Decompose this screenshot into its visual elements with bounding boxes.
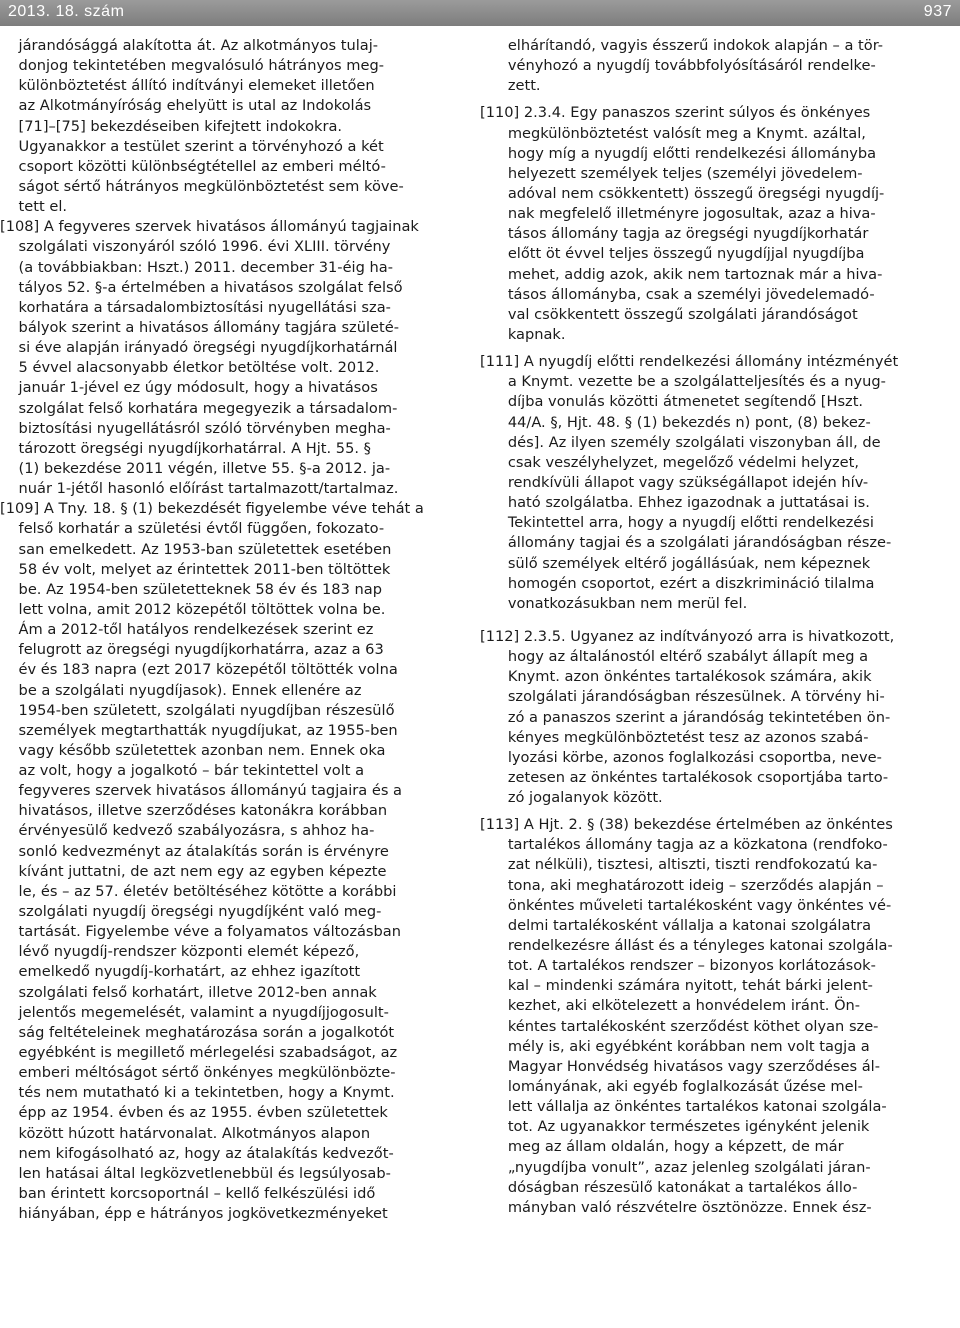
text-line: nak megfelelő illetményre jogosultak, azaz a hiva- [480, 205, 876, 223]
text-line: 1954-ben született, szolgálati nyugdíjban részesülő [0, 701, 395, 719]
text-line: szolgálat felső korhatára megegyezik a társadalom- [0, 399, 398, 417]
text-line: ság feltételeinek meghatározása során a jogalkotót [0, 1023, 395, 1041]
text-line: járandósággá alakította át. Az alkotmányos tulaj- [0, 37, 379, 54]
text-line: delmi tartalékosként vállalja a katonai szolgálatra [480, 916, 872, 934]
text-line: állomány tagjai és a szolgálati járandóságban része- [480, 534, 892, 552]
text-line: felugrott az öregségi nyugdíjkorhatárra, azaz a 63 [0, 641, 384, 659]
paragraph [480, 103, 960, 345]
text-line: [110] 2.3.4. Egy panaszos szerint súlyos és önkényes [480, 104, 871, 122]
text-line: szolgálati viszonyáról szóló 1996. évi XLIII. törvény [0, 238, 391, 256]
text-line: zetesen az önkéntes tartalékosok csoportjába tarto- [480, 768, 889, 786]
text-line: szolgálati járandóságban részesülnek. A törvény hi- [480, 688, 885, 706]
paragraph [480, 36, 960, 96]
page-number: 937 [923, 3, 952, 20]
text-line: önkéntes műveleti tartalékosként vagy önkéntes vé- [480, 896, 892, 914]
text-line: lett vállalja az önkéntes tartalékos katonai szolgála- [480, 1098, 887, 1116]
text-line: Magyar Honvédség hivatásos vagy szerződéses ál- [480, 1057, 880, 1075]
text-line: 5 évvel alacsonyabb életkor betöltése volt. 2012. [0, 359, 380, 377]
text-line: díjba vonulás közötti átmenetet segítendő [Hszt. [480, 393, 864, 411]
text-line: donjog tekintetében megvalósuló hátrányos meg- [0, 57, 385, 75]
text-line: kívánt juttatni, de azt nem egy az egyben képezte [0, 862, 387, 880]
text-line: tartását. Figyelembe véve a folyamatos változásban [0, 923, 401, 941]
text-line: Ugyanakkor a testület szerint a törvényhozó a két [0, 137, 384, 155]
text-line: [108] A fegyveres szervek hivatásos állományú tagjainak [0, 218, 419, 236]
text-line: Knymt. azon önkéntes tartalékosok számára, akik [480, 668, 872, 686]
text-line: Ám a 2012-től hatályos rendelkezések szerint ez [0, 621, 374, 639]
text-line: ható szolgálatba. Ehhez igazodnak a juttatásai is. [480, 494, 870, 512]
text-line: kapnak. [480, 325, 566, 343]
text-line: jelentős megemelését, valamint a nyugdíjjogosult- [0, 1003, 389, 1021]
paragraph [0, 36, 478, 217]
text-line: kezhet, aki elkötelezett a honvédelem iránt. Ön- [480, 997, 861, 1015]
text-line: lévő nyugdíj-rendszer központi elemét képező, [0, 943, 360, 961]
issue-label: 2013. 18. szám [8, 3, 125, 20]
text-line: az volt, hogy a jogalkotó – bár tekintettel volt a [0, 762, 365, 780]
text-line: kényes megkülönböztetést tesz az azonos szabá- [480, 728, 869, 746]
text-line: tásos állományba, csak a személyi jövedelemadó- [480, 285, 875, 303]
text-line: (1) bekezdése 2011 végén, illetve 55. §-a 2012. ja- [0, 459, 391, 477]
text-line: nuár 1-jétől hasonló előírást tartalmazott/tartalmaz. [0, 480, 399, 498]
text-line: vonatkozásukban nem merül fel. [480, 594, 748, 612]
text-line: tot. Az ugyanakkor természetes igényként jelenik [480, 1118, 870, 1136]
right-column [480, 36, 960, 1218]
text-line: tályos 52. §-a értelmében a hivatásos szolgálat felső [0, 278, 403, 296]
text-line: 44/A. §, Hjt. 48. § (1) bekezdés n) pont, (8) bekez- [480, 413, 871, 431]
text-line: le, és – az 57. életév betöltéséhez kötötte a korábbi [0, 882, 397, 900]
text-line: hogy míg a nyugdíj előtti rendelkezési állományba [480, 144, 877, 162]
text-line: lományának, aki egyéb foglalkozását űzése mel- [480, 1078, 863, 1096]
text-line: csoport közötti különbségtétellel az emberi méltó- [0, 157, 386, 175]
text-line: [109] A Tny. 18. § (1) bekezdését figyelembe véve tehát a [0, 500, 424, 518]
text-line: val csökkentett összegű szolgálati járandóságot [480, 305, 858, 323]
text-line: bályok szerint a hivatásos állomány tagjára születé- [0, 318, 399, 336]
left-column [0, 36, 478, 1224]
text-line: tot. A tartalékos rendszer – bizonyos korlátozások- [480, 957, 876, 975]
text-line: szolgálati nyugdíj öregségi nyugdíjként való meg- [0, 903, 382, 921]
text-line: személyek megtarthatták nyugdíjukat, az 1955-ben [0, 721, 398, 739]
text-line: dés]. Az ilyen személy szolgálati viszonyban áll, de [480, 433, 881, 451]
text-line: homogén csoportot, ezért a diszkrimináció tilalma [480, 574, 875, 592]
text-line: be a szolgálati nyugdíjasok). Ennek ellenére az [0, 681, 362, 699]
text-line: [71]–[75] bekezdéseiben kifejtett indokokra. [0, 117, 343, 135]
text-line: különböztetést állító indítványi elemeket illetően [0, 77, 375, 95]
text-line: az Alkotmányíróság ehelyütt is utal az Indokolás [0, 97, 372, 115]
text-line: a Knymt. vezette be a szolgálatteljesítés és a nyug- [480, 373, 886, 391]
text-line: tés nem mutatható ki a tekintetben, hogy a Knymt. [0, 1084, 395, 1102]
text-line: len hatásai által legközvetlenebbül és legsúlyosab- [0, 1164, 391, 1182]
text-line: január 1-jével ez úgy módosult, hogy a hivatásos [0, 379, 378, 397]
text-line: elhárítandó, vagyis ésszerű indokok alapján – a tör- [480, 37, 884, 54]
text-line: (a továbbiakban: Hszt.) 2011. december 31-éig ha- [0, 258, 393, 276]
text-line: hivatásos, illetve szerződéses katonákra korábban [0, 802, 388, 820]
text-line: előtt öt évvel teljes összegű nyugdíjjal nyugdíjba [480, 245, 865, 263]
text-line: [111] A nyugdíj előtti rendelkezési állomány intézményét [480, 353, 899, 371]
text-line: [113] A Hjt. 2. § (38) bekezdése értelmében az önkéntes [480, 816, 893, 834]
text-line: zett. [480, 77, 541, 95]
paragraph [0, 217, 478, 499]
text-line: egyébként is megillető mérlegelési szabadságot, az [0, 1044, 398, 1062]
paragraph [480, 352, 960, 614]
text-line: mányban való részvételre ösztönözze. Ennek ész- [480, 1198, 872, 1216]
paragraph [480, 627, 960, 808]
text-line: ságot sértő hátrányos megkülönböztetést sem köve- [0, 177, 404, 195]
text-line: san emelkedett. Az 1953-ban születettek esetében [0, 540, 392, 558]
text-line: fegyveres szervek hivatásos állományú tagjaira és a [0, 782, 402, 800]
text-line: sonló kedvezményt az átalakítás során is érvényre [0, 842, 389, 860]
page-header [0, 0, 960, 26]
text-line: helyezett személyek teljes (személyi jövedelem- [480, 164, 863, 182]
text-line: „nyugdíjba vonult”, azaz jelenleg szolgálati járan- [480, 1158, 871, 1176]
text-line: rendkívüli állapot vagy szükségállapot idején hív- [480, 473, 869, 491]
text-line: lyozási körbe, azonos foglalkozási csoportba, neve- [480, 748, 882, 766]
text-line: adóval nem csökkentett) összegű öregségi nyugdíj- [480, 184, 885, 202]
text-line: zat nélküli), tisztesi, altiszti, tiszti rendfokozatú ka- [480, 856, 878, 874]
paragraph [480, 815, 960, 1218]
text-line: zó a panaszos szerint a járandóság tekintetében ön- [480, 708, 891, 726]
text-line: mély is, aki egyébként korábban nem volt tagja a [480, 1037, 870, 1055]
text-line: ban érintett korcsoportnál – kellő felkészülési idő [0, 1185, 376, 1203]
text-line: csak veszélyhelyzet, megelőző védelmi helyzet, [480, 453, 859, 471]
text-line: érvényesülő kedvező szabályozásra, s ahhoz ha- [0, 822, 375, 840]
text-line: si éve alapján irányadó öregségi nyugdíjkorhatárnál [0, 339, 398, 357]
text-line: kéntes tartalékosként szerződést köthet olyan sze- [480, 1017, 879, 1035]
text-line: mehet, addig azok, akik nem tartoznak már a hiva- [480, 265, 883, 283]
text-line: tona, aki meghatározott ideig – szerződés alapján – [480, 876, 884, 894]
text-line: megkülönböztetést valósít meg a Knymt. azáltal, [480, 124, 866, 142]
text-line: biztosítási nyugellátásról szóló törvényben megha- [0, 419, 391, 437]
text-line: épp az 1954. évben és az 1955. évben születettek [0, 1104, 388, 1122]
paragraph [0, 499, 478, 1224]
text-line: emberi méltóságot sértő önkényes megkülönbözte- [0, 1064, 396, 1082]
text-line: korhatára a társadalombiztosítási nyugellátási sza- [0, 298, 391, 316]
text-line: Tekintettel arra, hogy a nyugdíj előtti rendelkezési [480, 514, 874, 532]
text-line: között húzott határvonalat. Alkotmányos alapon [0, 1124, 371, 1142]
text-line: szolgálati felső korhatárt, illetve 2012-ben annak [0, 983, 377, 1001]
text-line: dóságban részesülő katonákat a tartalékos állo- [480, 1178, 858, 1196]
text-line: év és 183 napra (ezt 2017 közepétől töltötték volna [0, 661, 398, 679]
text-line: [112] 2.3.5. Ugyanez az indítványozó arra is hivatkozott, [480, 627, 895, 645]
text-line: rendelkezésre állást és a tényleges katonai szolgála- [480, 937, 893, 955]
text-line: lett volna, amit 2012 közepétől töltöttek volna be. [0, 600, 386, 618]
text-line: vagy később születettek azonban nem. Ennek oka [0, 741, 386, 759]
text-line: tartalékos állomány tagja az a közkatona (rendfoko- [480, 836, 888, 854]
text-line: be. Az 1954-ben születetteknek 58 év és 183 nap [0, 580, 382, 598]
text-line: hiányában, épp e hátrányos jogkövetkezményeket [0, 1205, 388, 1223]
text-line: tározott öregségi nyugdíjkorhatárral. A Hjt. 55. § [0, 439, 371, 457]
text-line: vényhozó a nyugdíj továbbfolyósításáról rendelke- [480, 57, 876, 75]
text-line: nem kifogásolható az, hogy az átalakítás kedvezőt- [0, 1144, 394, 1162]
text-line: tett el. [0, 198, 68, 216]
text-line: zó jogalanyok között. [480, 789, 663, 807]
text-line: hogy az általánostól eltérő szabályt állapít meg a [480, 648, 869, 666]
text-line: meg az állam oldalán, hogy a képzett, de már [480, 1138, 844, 1156]
text-line: sülő személyek eltérő jogállásúak, nem képeznek [480, 554, 871, 572]
text-line: emelkedő nyugdíj-korhatárt, az ehhez igazított [0, 963, 361, 981]
text-line: tásos állomány tagja az öregségi nyugdíjkorhatár [480, 225, 869, 243]
text-line: 58 év volt, melyet az érintettek 2011-ben töltöttek [0, 560, 391, 578]
text-line: felső korhatár a születési évtől függően, fokozato- [0, 520, 385, 538]
text-line: kal – mindenki számára nyitott, tehát bárki jelent- [480, 977, 873, 995]
